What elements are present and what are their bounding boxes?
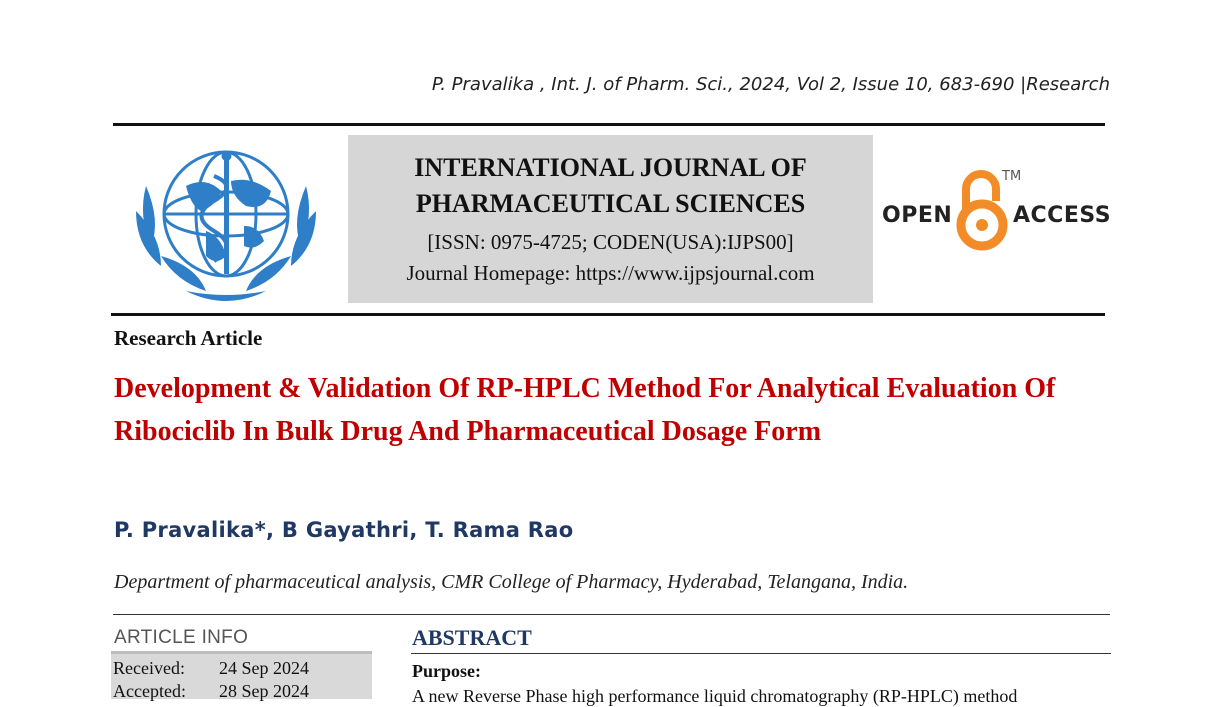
journal-name-line1: INTERNATIONAL JOURNAL OF	[414, 153, 807, 182]
journal-homepage: Journal Homepage: https://www.ijpsjournal.com	[406, 261, 815, 285]
accepted-row	[113, 681, 309, 702]
received-row	[113, 658, 309, 679]
article-authors: P. Pravalika*, B Gayathri, T. Rama Rao	[114, 518, 574, 542]
journal-name-line2: PHARMACEUTICAL SCIENCES	[415, 189, 806, 218]
article-info-box	[111, 654, 372, 699]
accepted-label: Accepted:	[113, 681, 186, 701]
received-label: Received:	[113, 658, 185, 678]
access-label: ACCESS	[1013, 203, 1112, 228]
open-access-logo	[880, 165, 1112, 253]
article-info-heading: ARTICLE INFO	[114, 627, 249, 648]
abstract-purpose-label: Purpose:	[412, 661, 481, 681]
journal-masthead	[348, 135, 873, 303]
section-divider	[113, 614, 1110, 615]
abstract-rule	[411, 653, 1111, 654]
trademark-label: TM	[1002, 169, 1022, 184]
header-rule-bottom	[111, 313, 1105, 316]
abstract-heading: ABSTRACT	[412, 625, 532, 650]
open-label: OPEN	[882, 203, 953, 228]
article-type: Research Article	[114, 326, 263, 350]
accepted-value: 28 Sep 2024	[219, 681, 309, 701]
journal-issn: [ISSN: 0975-4725; CODEN(USA):IJPS00]	[427, 230, 794, 254]
abstract-text: A new Reverse Phase high performance liquid chromatography (RP-HPLC) method	[412, 686, 1018, 706]
article-title: Development & Validation Of RP-HPLC Method For Analytical Evaluation Of Ribociclib In Bulk Drug And Pharmaceutical Dosage Form	[114, 373, 1056, 447]
header-rule-top	[113, 123, 1105, 126]
received-value: 24 Sep 2024	[219, 658, 309, 678]
citation-header: P. Pravalika , Int. J. of Pharm. Sci., 2024, Vol 2, Issue 10, 683-690 |Research	[431, 74, 1110, 95]
article-affiliation: Department of pharmaceutical analysis, CMR College of Pharmacy, Hyderabad, Telangana, India.	[114, 571, 909, 593]
who-emblem-logo	[126, 136, 326, 306]
